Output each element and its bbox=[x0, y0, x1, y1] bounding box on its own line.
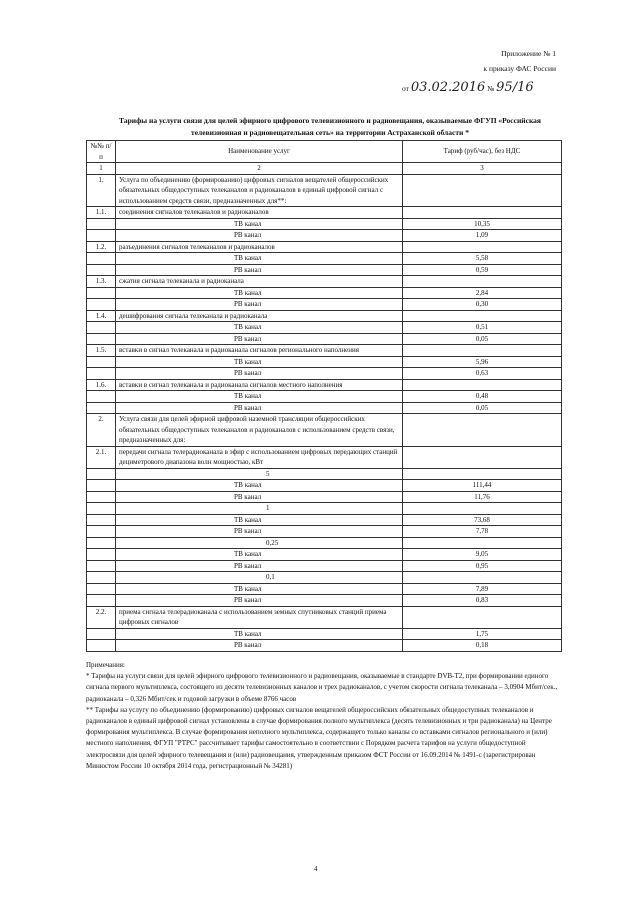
row-service-name: РВ канал bbox=[116, 640, 403, 652]
number-label: № bbox=[487, 84, 495, 93]
row-number bbox=[87, 640, 116, 652]
table-row bbox=[87, 356, 562, 368]
order-number: 95/16 bbox=[496, 80, 534, 95]
index-cell: 2 bbox=[116, 163, 403, 175]
from-label: от bbox=[402, 84, 409, 93]
row-number bbox=[87, 503, 116, 515]
table-row bbox=[87, 526, 562, 538]
row-tariff: 1,75 bbox=[403, 628, 562, 640]
row-service-name: РВ канал bbox=[116, 264, 403, 276]
table-row bbox=[87, 241, 562, 253]
row-tariff: 0,59 bbox=[403, 264, 562, 276]
row-tariff: 1,09 bbox=[403, 230, 562, 242]
row-tariff: 7,78 bbox=[403, 526, 562, 538]
row-tariff: 0,63 bbox=[403, 368, 562, 380]
row-service-name: РВ канал bbox=[116, 526, 403, 538]
table-row bbox=[87, 287, 562, 299]
row-service-name: РВ канал bbox=[116, 402, 403, 414]
row-tariff: 73,68 bbox=[403, 514, 562, 526]
row-number bbox=[87, 572, 116, 584]
row-number bbox=[87, 480, 116, 492]
row-service-name: ТВ канал bbox=[116, 287, 403, 299]
table-row bbox=[87, 572, 562, 584]
table-row bbox=[87, 491, 562, 503]
row-number: 1.4. bbox=[87, 310, 116, 322]
table-row bbox=[87, 549, 562, 561]
row-tariff: 5,96 bbox=[403, 356, 562, 368]
row-service-name: РВ канал bbox=[116, 491, 403, 503]
row-number bbox=[87, 468, 116, 480]
row-number bbox=[87, 549, 116, 561]
table-row bbox=[87, 174, 562, 207]
row-number bbox=[87, 583, 116, 595]
row-service-name: РВ канал bbox=[116, 333, 403, 345]
row-number bbox=[87, 560, 116, 572]
row-tariff bbox=[403, 207, 562, 219]
row-service-name: ТВ канал bbox=[116, 480, 403, 492]
document-title: Тарифы на услуги связи для целей эфирного цифрового телевизионного и радиовещания, оказываемые ФГУП «Российская телевизионная и радиовещательная сеть» на территории Астраханской области * bbox=[119, 116, 541, 137]
row-number bbox=[87, 368, 116, 380]
row-number: 2. bbox=[87, 414, 116, 447]
row-service-name: РВ канал bbox=[116, 230, 403, 242]
row-number bbox=[87, 402, 116, 414]
table-row bbox=[87, 230, 562, 242]
notes-block bbox=[86, 660, 562, 772]
row-tariff: 0,30 bbox=[403, 299, 562, 311]
row-number: 1.6. bbox=[87, 379, 116, 391]
row-tariff: 111,44 bbox=[403, 480, 562, 492]
row-service-name: ТВ канал bbox=[116, 218, 403, 230]
index-cell: 3 bbox=[403, 163, 562, 175]
table-row bbox=[87, 218, 562, 230]
row-service-name: передачи сигнала телерадиоканала в эфир с использованием цифровых передающих станций дециметрового диапазона волн мощностью, кВт bbox=[116, 446, 403, 468]
row-number bbox=[87, 264, 116, 276]
table-row bbox=[87, 640, 562, 652]
table-row bbox=[87, 628, 562, 640]
row-tariff: 7,89 bbox=[403, 583, 562, 595]
header-name: Наименование услуг bbox=[116, 141, 403, 163]
table-row bbox=[87, 606, 562, 628]
table-row bbox=[87, 560, 562, 572]
row-number bbox=[87, 287, 116, 299]
row-number bbox=[87, 391, 116, 403]
row-tariff: 0,48 bbox=[403, 391, 562, 403]
row-service-name: 5 bbox=[116, 468, 403, 480]
note-2: ** Тарифы на услугу по объединению (формированию) цифровых сигналов вещателей общероссийских обязательных общедоступных телеканалов и радиоканалов в единый цифровой сигнал установлены в случае формирования полного мультиплекса (десять телевизионных и три радиоканала) на Центре формирования мультиплекса. В случае формирования неполного мультиплекса, содержащего только каналы со вставками сигналов регионального и (или) местного наполнения, ФГУП "РТРС" рассчитывает тарифы самостоятельно в соответствии с Порядком расчета тарифов на услуги общедоступной электросвязи для целей эфирного телевещания и (или) радиовещания, утвержденным приказом ФСТ России от 16.09.2014 № 1491-с (зарегистрирован Минюстом России 10 октября 2014 года, регистрационный № 34281) bbox=[86, 705, 552, 770]
row-service-name: ТВ канал bbox=[116, 583, 403, 595]
appendix-line-2: к приказу ФАС России bbox=[483, 64, 556, 73]
row-number bbox=[87, 628, 116, 640]
row-service-name: 0,1 bbox=[116, 572, 403, 584]
index-cell: 1 bbox=[87, 163, 116, 175]
appendix-line-1: Приложение № 1 bbox=[501, 49, 556, 58]
row-number bbox=[87, 526, 116, 538]
table-row bbox=[87, 253, 562, 265]
row-number: 1.1. bbox=[87, 207, 116, 219]
row-service-name: ТВ канал bbox=[116, 514, 403, 526]
row-service-name: РВ канал bbox=[116, 595, 403, 607]
table-row bbox=[87, 514, 562, 526]
table-row bbox=[87, 595, 562, 607]
row-service-name: 0,25 bbox=[116, 537, 403, 549]
row-tariff bbox=[403, 345, 562, 357]
table-row bbox=[87, 368, 562, 380]
table-row bbox=[87, 468, 562, 480]
table-row bbox=[87, 322, 562, 334]
table-row bbox=[87, 503, 562, 515]
row-service-name: 1 bbox=[116, 503, 403, 515]
table-row bbox=[87, 345, 562, 357]
row-service-name: ТВ канал bbox=[116, 356, 403, 368]
note-1: * Тарифы на услуги связи для целей эфирного цифрового телевизионного и радиовещания, оказываемые в стандарте DVB-T2, при формировании единого сигнала первого мультиплекса, состоящего из десяти телевизионных каналов и трех радиоканалов, с учетом скорости сигнала телеканала – 3,0904 Мбит/сек., радиоканала – 0,326 Мбит/сек и годовой загрузки в объеме 8766 часов bbox=[86, 672, 558, 703]
row-tariff: 0,18 bbox=[403, 640, 562, 652]
notes-heading: Примечания: bbox=[86, 661, 125, 669]
header-num: №№ п/п bbox=[87, 141, 116, 163]
row-tariff bbox=[403, 414, 562, 447]
order-date: 03.02.2016 bbox=[410, 80, 486, 95]
row-service-name: разъединения сигналов телеканалов и радиоканалов bbox=[116, 241, 403, 253]
row-number bbox=[87, 491, 116, 503]
table-row bbox=[87, 402, 562, 414]
order-date-number bbox=[402, 80, 534, 95]
row-service-name: ТВ канал bbox=[116, 549, 403, 561]
table-row bbox=[87, 276, 562, 288]
table-body bbox=[87, 174, 562, 651]
row-service-name: вставки в сигнал телеканала и радиоканала сигналов местного наполнения bbox=[116, 379, 403, 391]
row-service-name: РВ канал bbox=[116, 368, 403, 380]
table-header-row bbox=[87, 141, 562, 163]
row-tariff bbox=[403, 174, 562, 207]
row-service-name: Услуга связи для целей эфирной цифровой наземной трансляции общероссийских обязательных общедоступных телеканалов и радиоканалов с использованием средств связи, предназначенных для: bbox=[116, 414, 403, 447]
row-tariff: 0,05 bbox=[403, 402, 562, 414]
table-row bbox=[87, 414, 562, 447]
page-number: 4 bbox=[314, 865, 318, 873]
table-row bbox=[87, 299, 562, 311]
table-index-row bbox=[87, 163, 562, 175]
row-number: 1.5. bbox=[87, 345, 116, 357]
row-number bbox=[87, 322, 116, 334]
row-tariff bbox=[403, 572, 562, 584]
row-tariff bbox=[403, 379, 562, 391]
table-row bbox=[87, 310, 562, 322]
table-row bbox=[87, 264, 562, 276]
row-tariff bbox=[403, 446, 562, 468]
row-tariff bbox=[403, 241, 562, 253]
row-service-name: Услуга по объединению (формированию) цифровых сигналов вещателей общероссийских обязательных общедоступных телеканалов и радиоканалов в единый цифровой сигнал с использованием средств связи, предназначенных для**: bbox=[116, 174, 403, 207]
row-tariff bbox=[403, 537, 562, 549]
row-tariff: 5,58 bbox=[403, 253, 562, 265]
row-number bbox=[87, 595, 116, 607]
row-number: 1. bbox=[87, 174, 116, 207]
row-tariff: 10,35 bbox=[403, 218, 562, 230]
tariff-table bbox=[86, 140, 562, 652]
row-tariff: 0,05 bbox=[403, 333, 562, 345]
row-tariff: 0,83 bbox=[403, 595, 562, 607]
row-service-name: РВ канал bbox=[116, 560, 403, 572]
row-number: 2.2. bbox=[87, 606, 116, 628]
row-tariff bbox=[403, 468, 562, 480]
row-service-name: ТВ канал bbox=[116, 628, 403, 640]
row-tariff bbox=[403, 503, 562, 515]
table-row bbox=[87, 207, 562, 219]
row-service-name: соединения сигналов телеканалов и радиоканалов bbox=[116, 207, 403, 219]
row-number bbox=[87, 253, 116, 265]
row-tariff bbox=[403, 606, 562, 628]
row-number bbox=[87, 356, 116, 368]
row-number: 2.1. bbox=[87, 446, 116, 468]
row-service-name: приема сигнала телерадиоканала с использованием земных спутниковых станций приема цифровых сигналов bbox=[116, 606, 403, 628]
row-tariff: 11,76 bbox=[403, 491, 562, 503]
row-number bbox=[87, 333, 116, 345]
row-number bbox=[87, 218, 116, 230]
table-row bbox=[87, 333, 562, 345]
appendix-block bbox=[483, 46, 556, 76]
row-tariff: 0,51 bbox=[403, 322, 562, 334]
header-tariff: Тариф (руб/час), без НДС bbox=[403, 141, 562, 163]
row-number bbox=[87, 299, 116, 311]
row-number bbox=[87, 230, 116, 242]
row-service-name: ТВ канал bbox=[116, 322, 403, 334]
row-number: 1.3. bbox=[87, 276, 116, 288]
row-tariff bbox=[403, 310, 562, 322]
table-row bbox=[87, 537, 562, 549]
row-tariff: 0,95 bbox=[403, 560, 562, 572]
row-number: 1.2. bbox=[87, 241, 116, 253]
row-service-name: дешифрования сигнала телеканала и радиоканала bbox=[116, 310, 403, 322]
row-service-name: сжатия сигнала телеканала и радиоканала bbox=[116, 276, 403, 288]
table-row bbox=[87, 480, 562, 492]
row-tariff bbox=[403, 276, 562, 288]
row-number bbox=[87, 514, 116, 526]
row-service-name: ТВ канал bbox=[116, 253, 403, 265]
row-service-name: вставки в сигнал телеканала и радиоканала сигналов регионального наполнения bbox=[116, 345, 403, 357]
table-row bbox=[87, 446, 562, 468]
row-number bbox=[87, 537, 116, 549]
row-tariff: 2,84 bbox=[403, 287, 562, 299]
table-row bbox=[87, 391, 562, 403]
row-tariff: 9,05 bbox=[403, 549, 562, 561]
row-service-name: ТВ канал bbox=[116, 391, 403, 403]
row-service-name: РВ канал bbox=[116, 299, 403, 311]
table-row bbox=[87, 583, 562, 595]
table-row bbox=[87, 379, 562, 391]
